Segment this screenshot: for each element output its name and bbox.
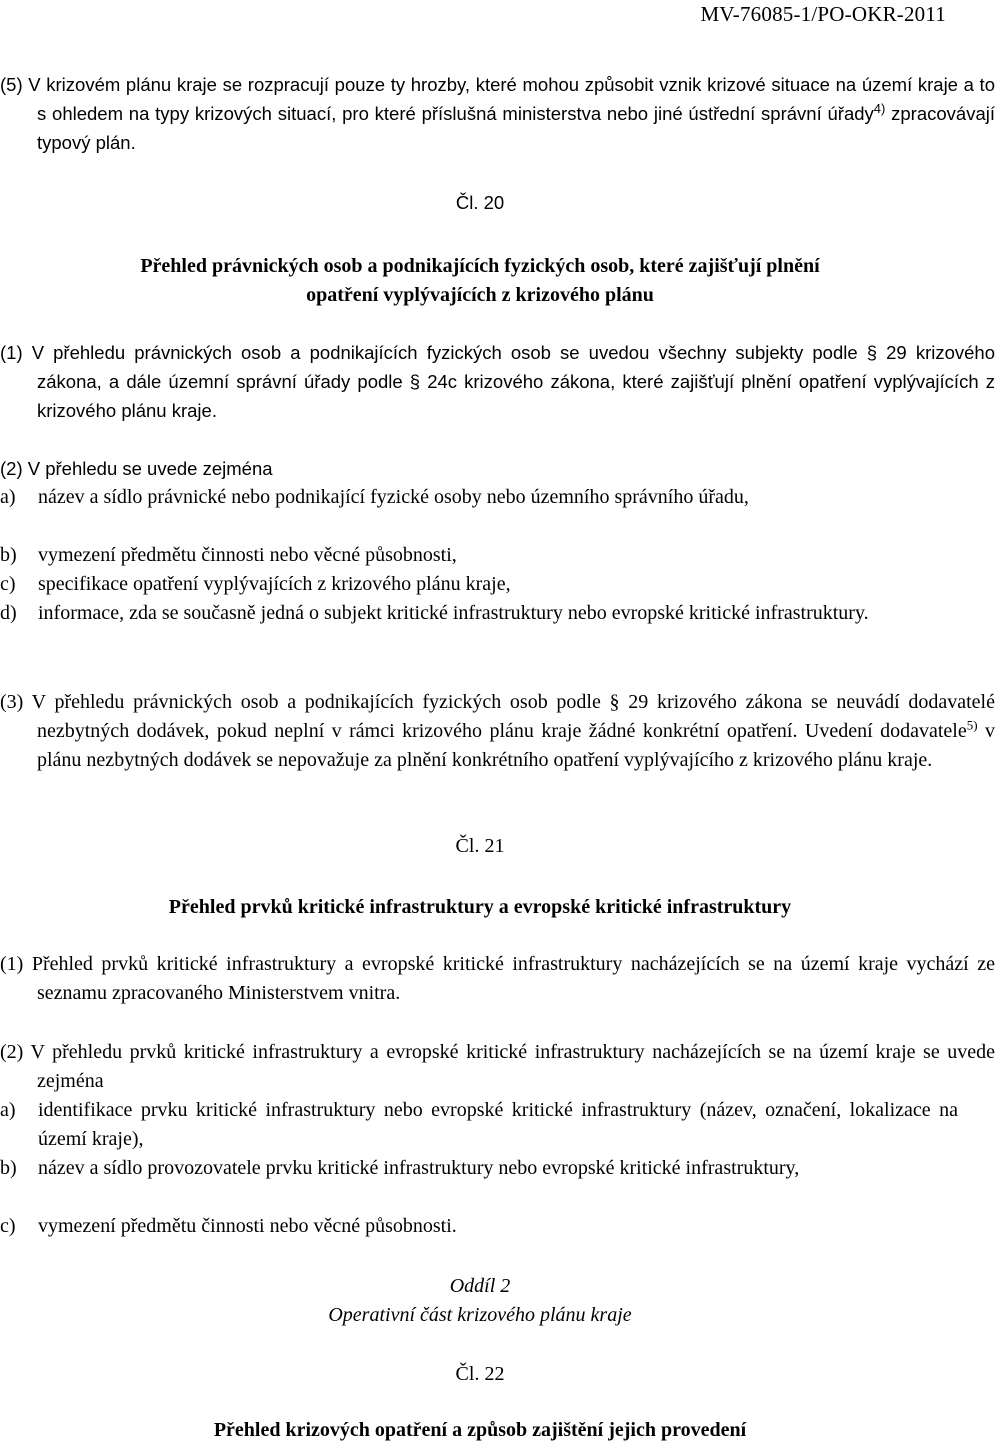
paragraph-art19-5 xyxy=(0,70,995,157)
article-title-21: Přehled prvků kritické infrastruktury a evropské kritické infrastruktury xyxy=(168,896,792,918)
list-marker: a) xyxy=(0,486,16,508)
list-marker: b) xyxy=(0,1157,17,1179)
list-item-art20-a xyxy=(0,483,958,512)
article-title-20-line1: Přehled právnických osob a podnikajících fyzických osob, které zajišťují plnění xyxy=(140,255,820,277)
paragraph-art20-3 xyxy=(0,688,995,775)
list-marker: d) xyxy=(0,602,17,624)
section-title: Operativní část krizového plánu kraje xyxy=(328,1304,632,1326)
list-item-art20-d xyxy=(0,599,958,628)
list-text: vymezení předmětu činnosti nebo věcné působnosti. xyxy=(38,1215,457,1237)
article-number-21: Čl. 21 xyxy=(455,835,505,857)
article-title-20-line2: opatření vyplývajících z krizového plánu xyxy=(306,284,654,306)
paragraph-art20-2-intro: (2) V přehledu se uvede zejména xyxy=(0,458,273,479)
list-text: informace, zda se současně jedná o subjekt kritické infrastruktury nebo evropské kritické infrastruktury. xyxy=(38,602,869,624)
paragraph-text: (5) V krizovém plánu kraje se rozpracují pouze ty hrozby, které mohou způsobit vznik krizové situace na území kraje a to s ohledem na typy krizových situací, pro které příslušná ministerstva nebo jiné ústřední správní úřady xyxy=(0,74,995,124)
paragraph-art20-1: (1) V přehledu právnických osob a podnikajících fyzických osob se uvedou všechny subjekty podle § 29 krizového zákona, a dále územní správní úřady podle § 24c krizového zákona, které zajišťují plnění opatření vyplývajících z krizového plánu kraje. xyxy=(0,342,995,421)
article-number-22: Čl. 22 xyxy=(455,1363,505,1385)
footnote-ref-5: 5) xyxy=(966,717,978,733)
list-text: název a sídlo právnické nebo podnikající fyzické osoby nebo územního správního úřadu, xyxy=(38,486,749,508)
paragraph-text-end: v plánu nezbytných dodávek se nepovažuje za plnění konkrétního opatření vyplývajícího z krizového plánu kraje. xyxy=(37,720,995,771)
paragraph-text: (3) V přehledu právnických osob a podnikajících fyzických osob podle § 29 krizového zákona se neuvádí dodavatelé nezbytných dodávek, pokud neplní v rámci krizového plánu kraje žádné konkrétní opatření. Uvedení dodavatele xyxy=(0,691,995,742)
list-item-art20-b xyxy=(0,541,958,570)
list-item-art21-b xyxy=(0,1154,958,1183)
paragraph-text-end: zpracovávají typový plán. xyxy=(37,103,995,153)
paragraph-art21-2-intro: (2) V přehledu prvků kritické infrastruktury a evropské kritické infrastruktury nacházejících se na území kraje se uvede zejména xyxy=(0,1041,995,1092)
list-text: specifikace opatření vyplývajících z krizového plánu kraje, xyxy=(38,573,511,595)
paragraph-art21-1: (1) Přehled prvků kritické infrastruktury a evropské kritické infrastruktury nacházejících se na území kraje vychází ze seznamu zpracovaného Ministerstvem vnitra. xyxy=(0,953,995,1004)
list-text: vymezení předmětu činnosti nebo věcné působnosti, xyxy=(38,544,457,566)
list-marker: b) xyxy=(0,544,17,566)
article-title-22: Přehled krizových opatření a způsob zajištění jejich provedení xyxy=(213,1419,747,1441)
footnote-ref-4: 4) xyxy=(873,100,886,116)
list-marker: c) xyxy=(0,1215,16,1237)
list-text: název a sídlo provozovatele prvku kritické infrastruktury nebo evropské kritické infrastruktury, xyxy=(38,1157,800,1179)
list-item-art21-c xyxy=(0,1212,958,1241)
list-item-art20-c xyxy=(0,570,958,599)
document-reference: MV-76085-1/PO-OKR-2011 xyxy=(700,2,946,26)
list-marker: c) xyxy=(0,573,16,595)
list-item-art21-a xyxy=(0,1096,958,1154)
list-text: identifikace prvku kritické infrastruktury nebo evropské kritické infrastruktury (název, označení, lokalizace na území kraje), xyxy=(38,1099,958,1150)
list-marker: a) xyxy=(0,1099,16,1121)
article-number-20: Čl. 20 xyxy=(455,192,505,213)
section-label: Oddíl 2 xyxy=(449,1275,511,1297)
